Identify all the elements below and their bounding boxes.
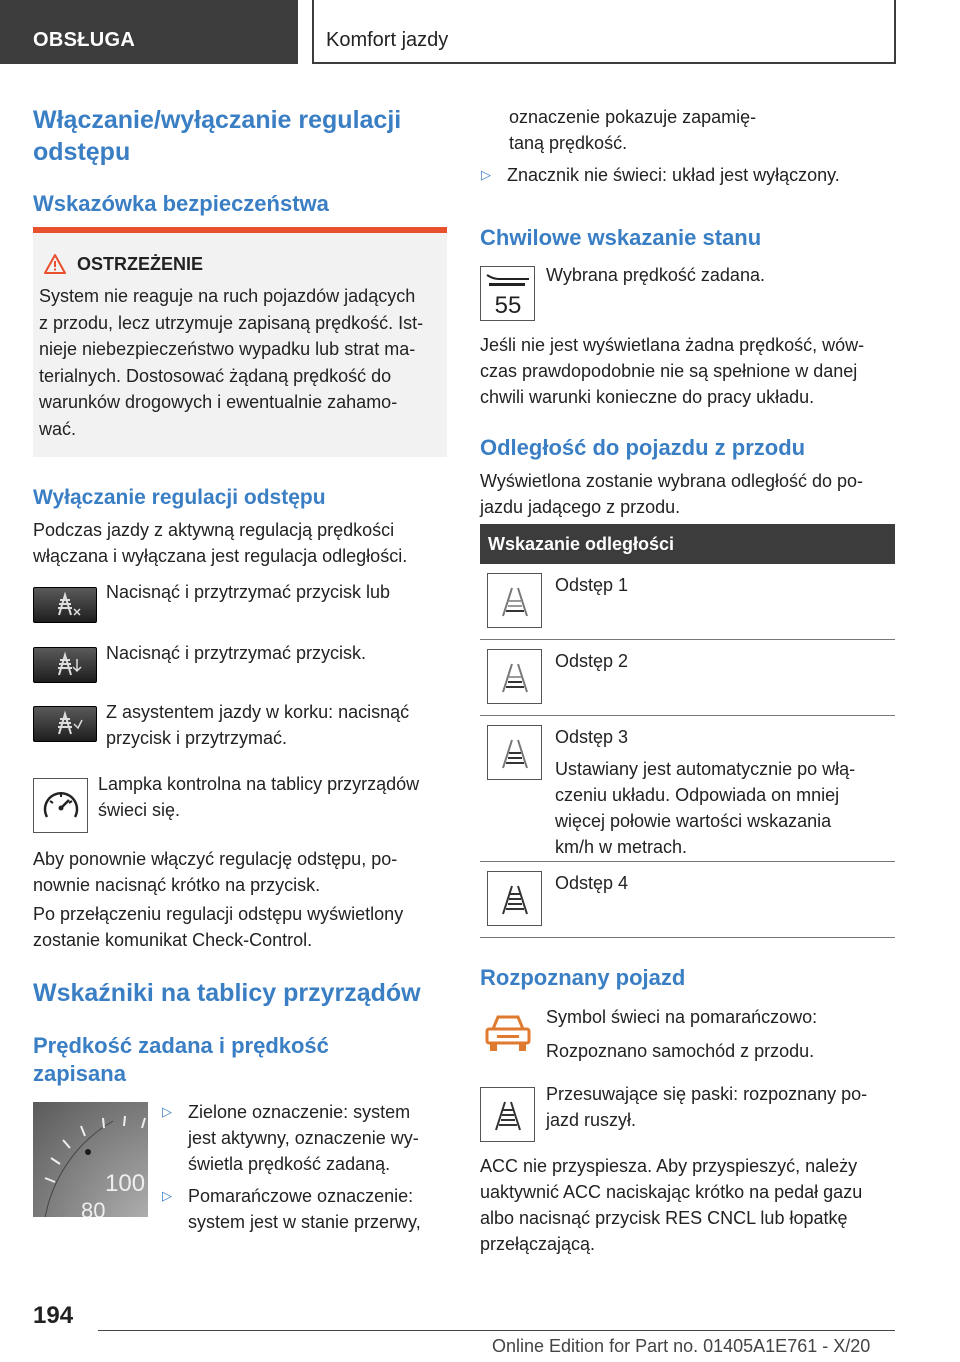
heading-indicators: Wskaźniki na tablicy przyrządów: [33, 979, 421, 1007]
distance-3-icon: [487, 725, 542, 780]
paragraph-again: Aby ponownie włączyć regulację odstępu, po- nownie nacisnąć krótko na przycisk.: [33, 849, 398, 895]
distance-1-icon: [487, 573, 542, 628]
bullet-triangle-icon: ▷: [162, 1104, 172, 1119]
table-row: Odstęp 1: [480, 564, 895, 640]
heading-distance: Odległość do pojazdu z przodu: [480, 435, 806, 460]
warning-text: System nie reaguje na ruch pojazdów jadących z przodu, lecz utrzymuje zapisaną prędkość. Ist- nieje niebezpieczeństwo wypadku lub strat ma- terialnych. Dostosować żądaną prędkość do warunków drogowych i ewentualnie zahamo- wać.: [39, 286, 424, 439]
lamp-text: Lampka kontrolna na tablicy przyrządów świeci się.: [98, 774, 420, 820]
bullet-list-speed: [162, 1099, 447, 1235]
paragraph-acc: ACC nie przyspiesza. Aby przyspieszyć, należy uaktywnić ACC naciskając krótko na pedał gazu albo nacisnąć przycisk RES CNCL lub łopatkę przełączającą.: [480, 1156, 863, 1254]
bullet-triangle-icon: ▷: [162, 1188, 172, 1203]
heading-speed: Prędkość zadana i prędkość zapisana: [33, 1033, 329, 1086]
header-chapter: Komfort jazdy: [312, 0, 896, 64]
bullet-triangle-icon: ▷: [481, 167, 491, 182]
footer-divider: [98, 1330, 895, 1331]
distance-2-icon: [487, 649, 542, 704]
distance-button-icon: [33, 587, 97, 623]
warning-triangle-icon: [43, 253, 67, 275]
footer-edition: Online Edition for Part no. 01405A1E761 - X/20: [492, 1336, 871, 1356]
speedometer-gauge-image: [33, 1102, 148, 1217]
traffic-jam-button-icon: [33, 706, 97, 742]
paragraph-checkcontrol: Po przełączeniu regulacji odstępu wyświetlony zostanie komunikat Check-Control.: [33, 904, 404, 950]
recognized-vehicle-icon: [480, 1004, 535, 1059]
list-item: ▷ Zielone oznaczenie: system jest aktywny, oznaczenie wy- świetla prędkość zadaną.: [162, 1099, 447, 1177]
step-1: Nacisnąć i przytrzymać przycisk lub: [106, 582, 391, 602]
set-speed-icon: [480, 266, 535, 321]
header-section: OBSŁUGA: [0, 0, 298, 64]
paragraph-status: Jeśli nie jest wyświetlana żadna prędkość, wów- czas prawdopodobnie nie są spełnione w danej chwili warunki konieczne do pracy układu.: [480, 335, 865, 407]
table-row: Odstęp 4: [480, 862, 895, 938]
step-3: Z asystentem jazdy w korku: nacisnąć przycisk i przytrzymać.: [106, 702, 410, 748]
distance-4-icon: [487, 871, 542, 926]
list-item: ▷ Znacznik nie świeci: układ jest wyłączony.: [481, 162, 840, 188]
heading-recognized: Rozpoznany pojazd: [480, 965, 686, 990]
distance-car-icon: [45, 591, 85, 619]
speedometer-lamp-icon: [33, 778, 88, 833]
moving-bars-text: Przesuwające się paski: rozpoznany po- jazd ruszył.: [546, 1084, 868, 1130]
list-item: ▷ Pomarańczowe oznaczenie: system jest w stanie przerwy,: [162, 1183, 447, 1235]
distance-button-alt-icon: [33, 647, 97, 683]
distance-table-header: Wskazanie odległości: [480, 524, 895, 564]
table-row: Odstęp 2: [480, 640, 895, 716]
moving-bars-icon: [480, 1087, 535, 1142]
warning-title: OSTRZEŻENIE: [43, 253, 441, 275]
warning-box: [33, 227, 447, 457]
status-text: Wybrana prędkość zadana.: [546, 265, 765, 285]
heading-status: Chwilowe wskazanie stanu: [480, 225, 762, 250]
step-2: Nacisnąć i przytrzymać przycisk.: [106, 643, 367, 663]
heading-off: Wyłączanie regulacji odstępu: [33, 486, 326, 509]
heading-main: Włączanie/wyłączanie regulacji odstępu: [33, 106, 402, 166]
recognized-text: Symbol świeci na pomarańczowo: Rozpoznano samochód z przodu.: [546, 1007, 818, 1061]
page-number: 194: [33, 1302, 74, 1329]
paragraph-off: Podczas jazdy z aktywną regulacją prędkości włączana i wyłączana jest regulacja odległości.: [33, 520, 408, 566]
set-speed-value: 55: [494, 291, 521, 319]
heading-safety: Wskazówka bezpieczeństwa: [33, 191, 329, 216]
gauge-label-80: 80: [81, 1198, 106, 1217]
paragraph-distance: Wyświetlona zostanie wybrana odległość do po- jazdu jadącego z przodu.: [480, 471, 864, 517]
table-row: Odstęp 3 Ustawiany jest automatycznie po włą- czeniu układu. Odpowiada on mniej więcej połowie wartości wskazania km/h w metrach.: [480, 716, 895, 862]
gauge-label-100: 100: [105, 1170, 146, 1197]
bullet-continuation: oznaczenie pokazuje zapamię- taną prędkość.: [509, 107, 757, 153]
